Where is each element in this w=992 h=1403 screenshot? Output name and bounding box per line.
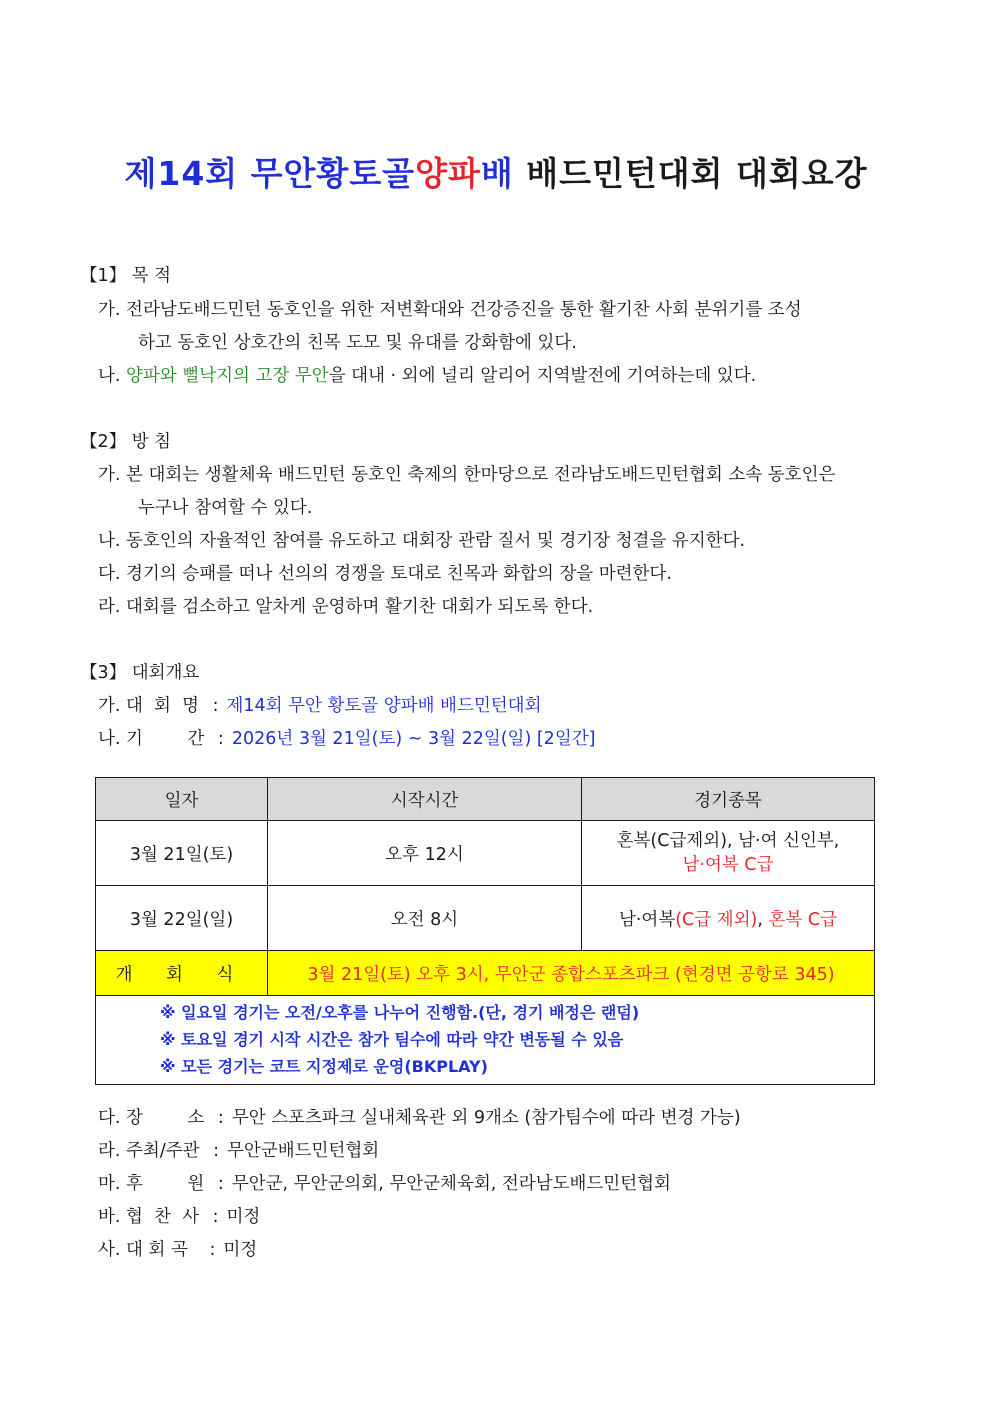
field-label: 나. 기 간	[98, 729, 205, 749]
note-item: ※ 토요일 경기 시작 시간은 참가 팀수에 따라 약간 변동될 수 있음	[160, 1030, 624, 1049]
section-2-item-ga-cont: 누구나 참여할 수 있다.	[138, 498, 313, 518]
notes-cell	[96, 996, 875, 1085]
event-b: (C급 제외)	[675, 909, 758, 930]
section-2-item-da: 다. 경기의 승패를 떠나 선의의 경쟁을 토대로 친목과 화합의 장을 마련한다.	[98, 564, 672, 584]
row-date: 3월 21일(토)	[96, 821, 268, 886]
host-row	[98, 1139, 379, 1163]
schedule-table	[95, 777, 875, 1085]
event-line-1: 혼복(C급제외), 남·여 신인부,	[616, 831, 840, 851]
row-time: 오후 12시	[268, 821, 582, 886]
title-part-4: 배드민턴대회 대회요강	[526, 154, 868, 193]
section-2-heading: 【2】 방 침	[80, 432, 172, 452]
field-label: 사. 대 회 곡	[98, 1240, 188, 1260]
title-part-3: 배	[480, 154, 514, 193]
opening-label: 개 회 식	[96, 951, 268, 996]
item-prefix: 가.	[98, 300, 121, 320]
table-header-row	[96, 778, 875, 821]
section-1-item-na	[98, 364, 756, 388]
section-1-item-ga-cont: 하고 동호인 상호간의 친목 도모 및 유대를 강화함에 있다.	[138, 333, 577, 353]
cosponsor-value: 미정	[226, 1207, 261, 1227]
colon: :	[217, 729, 224, 749]
highlight-text: 양파와 뻘낙지의 고장 무안	[126, 366, 329, 386]
field-label: 바. 협 찬 사	[98, 1207, 199, 1227]
period-row	[98, 727, 595, 751]
field-label: 마. 후 원	[98, 1174, 205, 1194]
opening-ceremony-row	[96, 951, 875, 996]
host-value: 무안군배드민턴협회	[227, 1141, 380, 1161]
row-events	[582, 821, 875, 886]
venue-value: 무안 스포츠파크 실내체육관 외 9개소 (참가팀수에 따라 변경 가능)	[231, 1108, 741, 1128]
row-date: 3월 22일(일)	[96, 886, 268, 951]
event-a: 남·여복	[618, 909, 676, 930]
note-item: ※ 모든 경기는 코트 지정제로 운영(BKPLAY)	[160, 1057, 488, 1076]
cosponsor-row	[98, 1205, 260, 1229]
song-row	[98, 1238, 257, 1262]
header-start-time: 시작시간	[268, 778, 582, 821]
title-part-2: 양파	[415, 154, 481, 193]
section-2-item-ra: 라. 대회를 검소하고 알차게 운영하며 활기찬 대회가 되도록 한다.	[98, 597, 594, 617]
tournament-name: 제14회 무안 황토골 양파배 배드민턴대회	[226, 696, 542, 716]
colon: :	[212, 1207, 219, 1227]
section-3-heading: 【3】 대회개요	[80, 663, 200, 683]
colon: :	[213, 1141, 220, 1161]
section-1-item-ga	[98, 298, 802, 322]
colon: :	[209, 1240, 216, 1260]
colon: :	[217, 1174, 224, 1194]
field-label: 다. 장 소	[98, 1108, 205, 1128]
title-part-1: 제14회 무안황토골	[124, 154, 416, 193]
row-time: 오전 8시	[268, 886, 582, 951]
page-title	[0, 148, 992, 195]
table-row	[96, 821, 875, 886]
colon: :	[217, 1108, 224, 1128]
colon: :	[212, 696, 219, 716]
table-row	[96, 886, 875, 951]
section-2-item-ga: 가. 본 대회는 생활체육 배드민턴 동호인 축제의 한마당으로 전라남도배드민턴협회 소속 동호인은	[98, 465, 836, 485]
tournament-name-row	[98, 694, 541, 718]
field-label: 가. 대 회 명	[98, 696, 199, 716]
notes-row	[96, 996, 875, 1085]
item-text: 을 대내 · 외에 널리 알리어 지역발전에 기여하는데 있다.	[328, 366, 757, 386]
sponsor-value: 무안군, 무안군의회, 무안군체육회, 전라남도배드민턴협회	[231, 1174, 671, 1194]
header-events: 경기종목	[582, 778, 875, 821]
note-item: ※ 일요일 경기는 오전/오후를 나누어 진행함.(단, 경기 배정은 랜덤)	[160, 1003, 640, 1022]
section-1-heading: 【1】 목 적	[80, 266, 172, 286]
song-value: 미정	[223, 1240, 258, 1260]
period-value: 2026년 3월 21일(토) ~ 3월 22일(일) [2일간]	[231, 729, 596, 749]
section-2-item-na: 나. 동호인의 자율적인 참여를 유도하고 대회장 관람 질서 및 경기장 청결을 유지한다.	[98, 531, 746, 551]
header-date: 일자	[96, 778, 268, 821]
field-label: 라. 주최/주관	[98, 1141, 200, 1161]
event-c: ,	[757, 909, 769, 930]
item-prefix: 나.	[98, 366, 121, 386]
venue-row	[98, 1106, 741, 1130]
event-line-2: 남·여복 C급	[682, 855, 774, 875]
opening-value: 3월 21일(토) 오후 3시, 무안군 종합스포츠파크 (현경면 공항로 345)	[268, 951, 875, 996]
item-text: 전라남도배드민턴 동호인을 위한 저변확대와 건강증진을 통한 활기찬 사회 분위기를 조성	[126, 300, 802, 320]
sponsor-row	[98, 1172, 671, 1196]
event-d: 혼복 C급	[768, 909, 838, 930]
row-events	[582, 886, 875, 951]
